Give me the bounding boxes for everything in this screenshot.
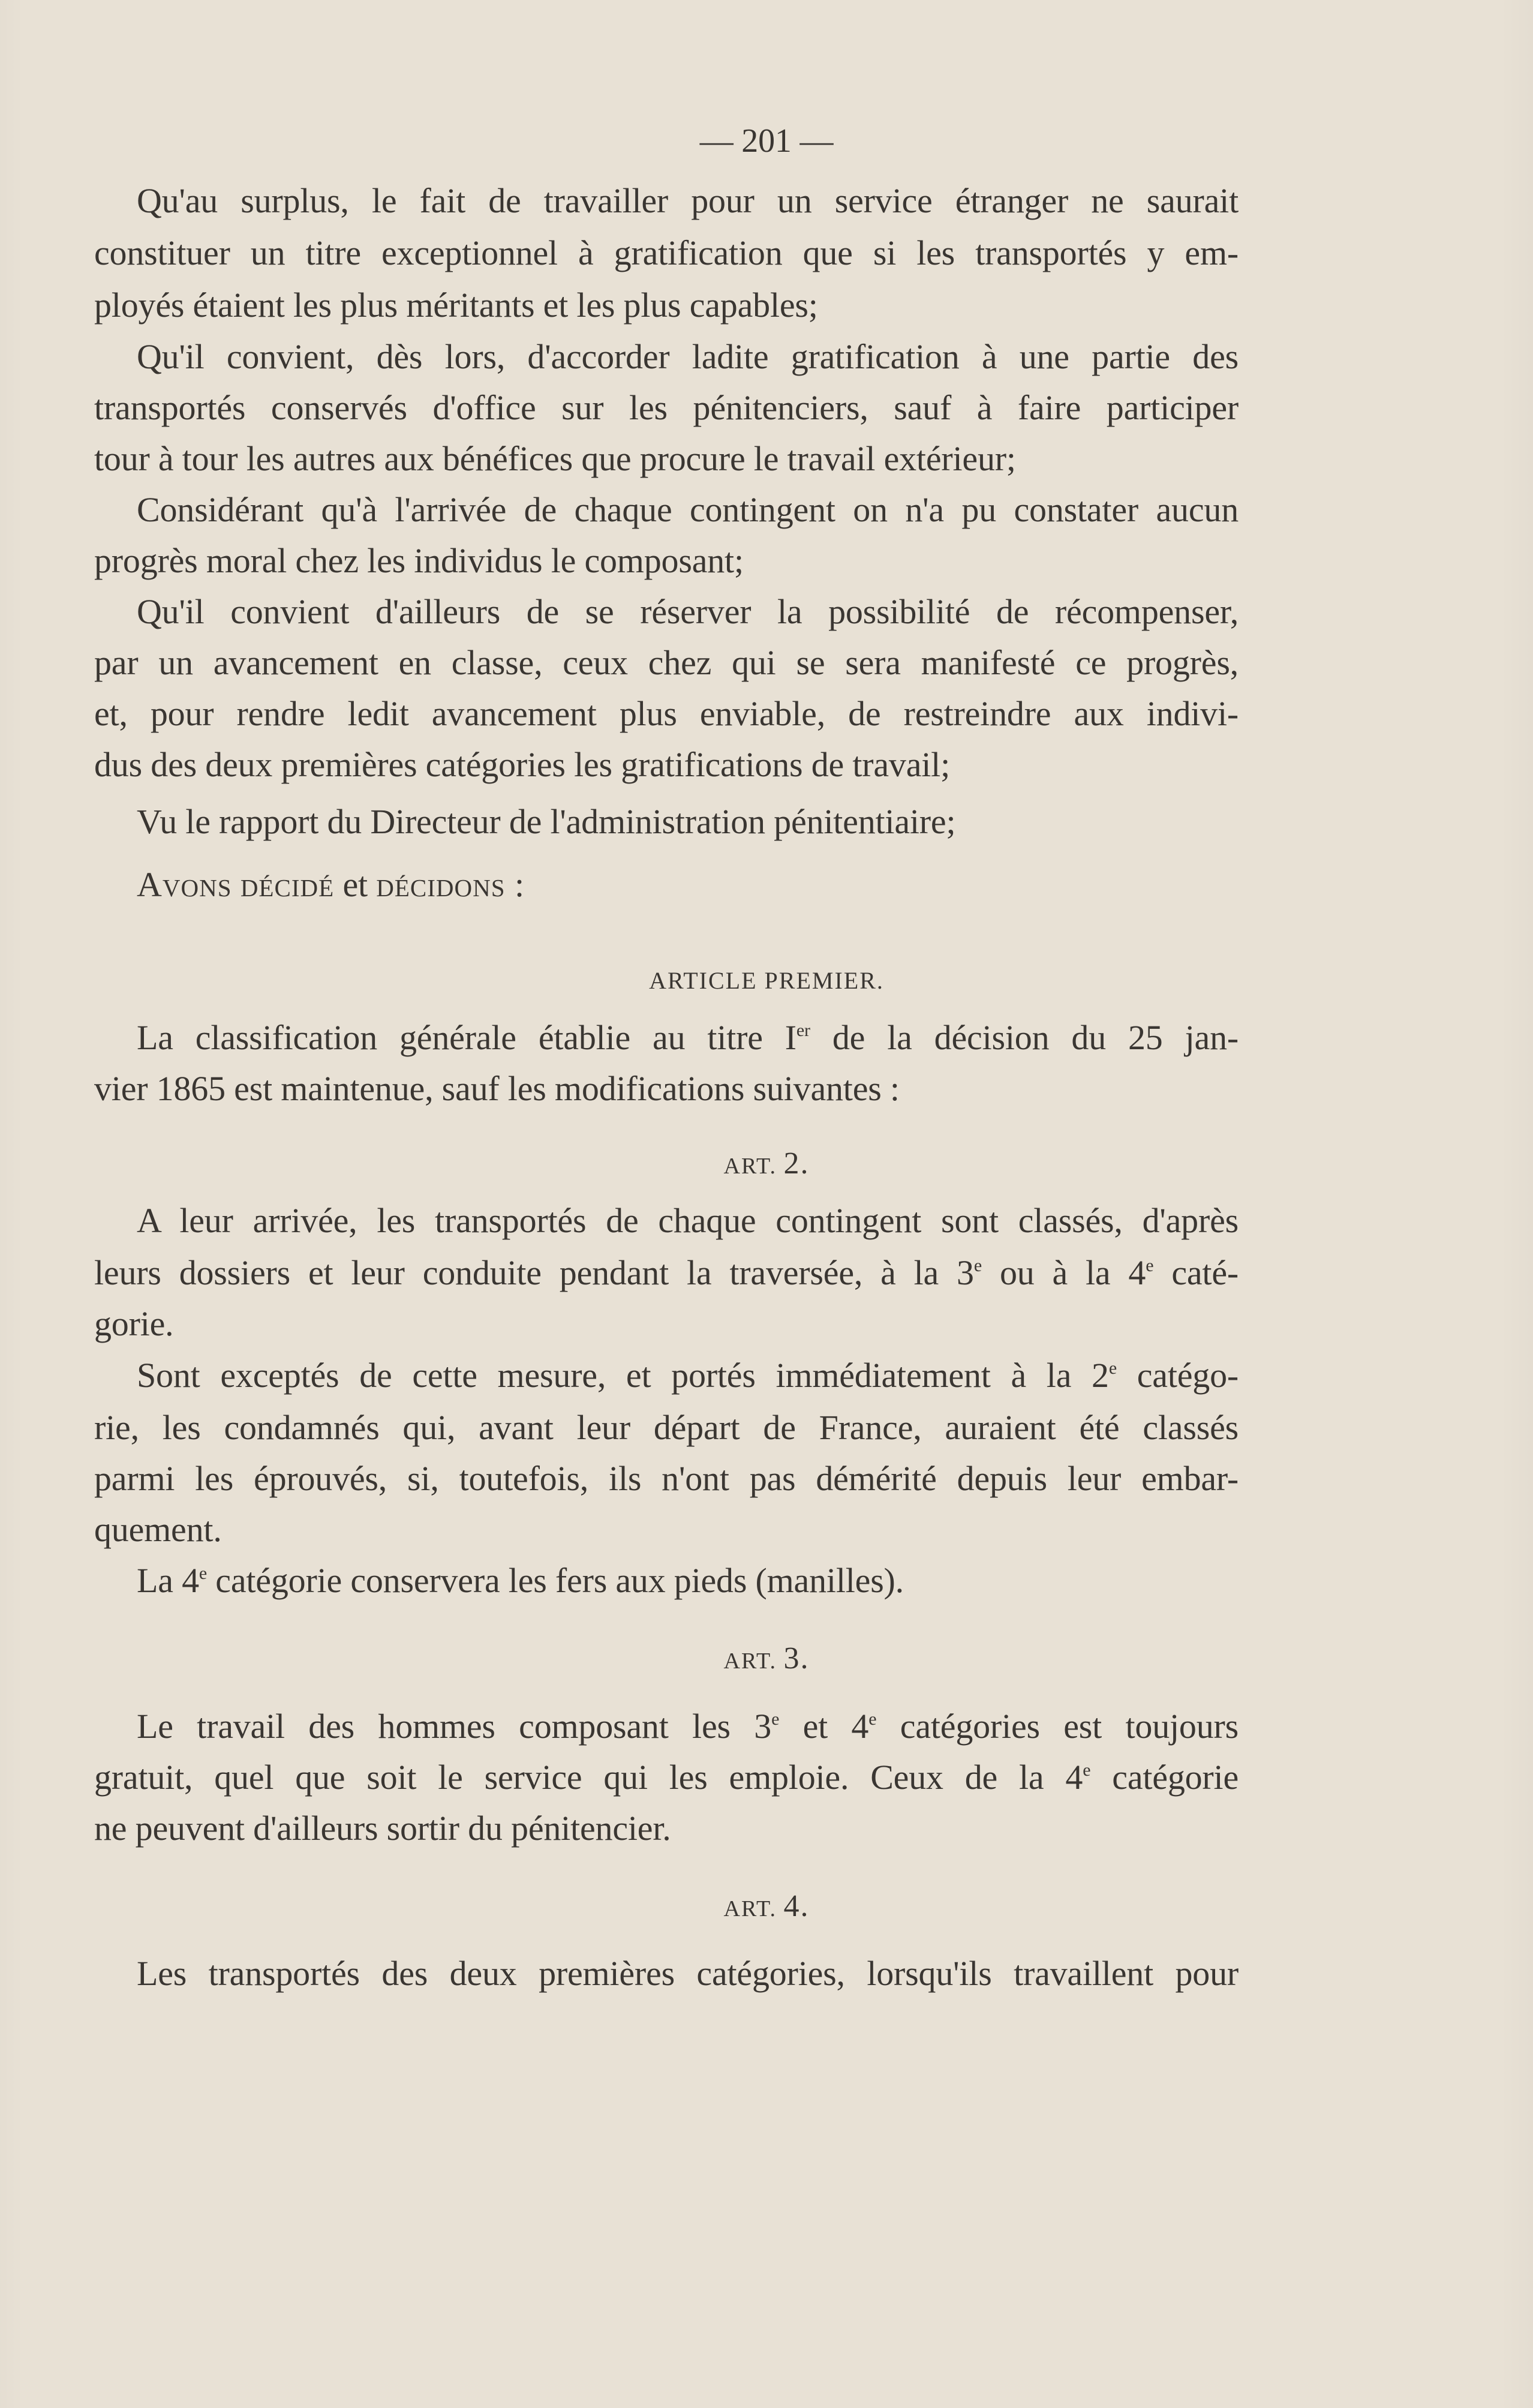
article-line: A leur arrivée, les transportés de chaque contingent sont classés, d'après — [137, 1201, 1239, 1240]
text-run: catégo- — [1116, 1356, 1239, 1395]
decision-decide: décidé — [240, 865, 335, 904]
article-prefix: ART. — [723, 1154, 777, 1179]
superscript: er — [796, 1020, 810, 1040]
decision-decidons: décidons : — [376, 865, 525, 904]
article-number: 4. — [783, 1889, 810, 1923]
text-run: catégories est toujours — [876, 1707, 1239, 1746]
paragraph-line: Vu le rapport du Directeur de l'administration pénitentiaire; — [137, 802, 956, 841]
page-number: — 201 — — [699, 122, 834, 160]
article-prefix: ART. — [723, 1649, 777, 1674]
paragraph-line: constituer un titre exceptionnel à gratification que si les transportés y em- — [94, 233, 1239, 272]
superscript: e — [1083, 1760, 1091, 1780]
text-run: caté- — [1153, 1253, 1239, 1292]
article-line: ne peuvent d'ailleurs sortir du pénitencier. — [94, 1809, 671, 1848]
article-heading — [0, 1885, 1533, 1930]
superscript: e — [1146, 1256, 1154, 1275]
paragraph-line: Considérant qu'à l'arrivée de chaque contingent on n'a pu constater aucun — [137, 490, 1239, 529]
decision-et: et — [342, 865, 368, 904]
paragraph-line: Qu'il convient d'ailleurs de se réserver la possibilité de récompenser, — [137, 592, 1239, 631]
paragraph-line: progrès moral chez les individus le composant; — [94, 541, 744, 580]
paragraph-line: dus des deux premières catégories les gratifications de travail; — [94, 745, 951, 784]
article-number: 2. — [783, 1146, 810, 1181]
superscript: e — [199, 1563, 207, 1583]
paragraph-line: ployés étaient les plus méritants et les plus capables; — [94, 286, 818, 325]
text-run: et 4 — [779, 1707, 869, 1746]
article-heading — [0, 1143, 1533, 1187]
paragraph-line: par un avancement en classe, ceux chez qui se sera manifesté ce progrès, — [94, 643, 1239, 682]
text-run: ou à la 4 — [981, 1253, 1146, 1292]
article-line — [94, 1757, 1239, 1799]
paragraph-line: tour à tour les autres aux bénéfices que procure le travail extérieur; — [94, 439, 1016, 478]
superscript: e — [1108, 1358, 1117, 1378]
text-run: Le travail des hommes composant les 3 — [137, 1707, 772, 1746]
text-run: gratuit, quel que soit le service qui les emploie. Ceux de la 4 — [94, 1758, 1083, 1797]
text-run: catégorie — [1090, 1758, 1239, 1797]
article-line — [137, 1355, 1239, 1397]
superscript: e — [973, 1256, 982, 1275]
text-run: La classification générale établie au titre I — [137, 1018, 796, 1057]
decision-line — [137, 864, 1239, 906]
paragraph-line: Qu'au surplus, le fait de travailler pour un service étranger ne saurait — [137, 181, 1239, 220]
article-line: rie, les condamnés qui, avant leur départ de France, auraient été classés — [94, 1408, 1239, 1447]
article-line: gorie. — [94, 1304, 174, 1343]
superscript: e — [771, 1709, 780, 1729]
text-run: Sont exceptés de cette mesure, et portés immédiatement à la 2 — [137, 1356, 1109, 1395]
superscript: e — [868, 1709, 877, 1729]
paragraph-line: Qu'il convient, dès lors, d'accorder ladite gratification à une partie des — [137, 337, 1239, 376]
decision-avons: Avons — [137, 865, 232, 904]
article-heading: ARTICLE PREMIER. — [649, 967, 884, 994]
article-line — [137, 1560, 1239, 1602]
article-line: Les transportés des deux premières catégories, lorsqu'ils travaillent pour — [137, 1954, 1239, 1993]
article-line: parmi les éprouvés, si, toutefois, ils n'ont pas démérité depuis leur embar- — [94, 1459, 1239, 1498]
text-run: La 4 — [137, 1561, 199, 1600]
text-run: leurs dossiers et leur conduite pendant la traversée, à la 3 — [94, 1253, 974, 1292]
article-heading — [0, 1638, 1533, 1682]
article-prefix: ART. — [723, 1896, 777, 1921]
text-run: catégorie conservera les fers aux pieds (manilles). — [207, 1561, 904, 1600]
article-line — [137, 1017, 1239, 1059]
article-line: vier 1865 est maintenue, sauf les modifications suivantes : — [94, 1069, 900, 1108]
article-line — [94, 1252, 1239, 1294]
article-line — [137, 1706, 1239, 1748]
paragraph-line: et, pour rendre ledit avancement plus enviable, de restreindre aux indivi- — [94, 694, 1239, 733]
article-number: 3. — [783, 1641, 810, 1676]
text-run: de la décision du 25 jan- — [810, 1018, 1239, 1057]
paragraph-line: transportés conservés d'office sur les pénitenciers, sauf à faire participer — [94, 388, 1239, 427]
article-line: quement. — [94, 1510, 222, 1549]
